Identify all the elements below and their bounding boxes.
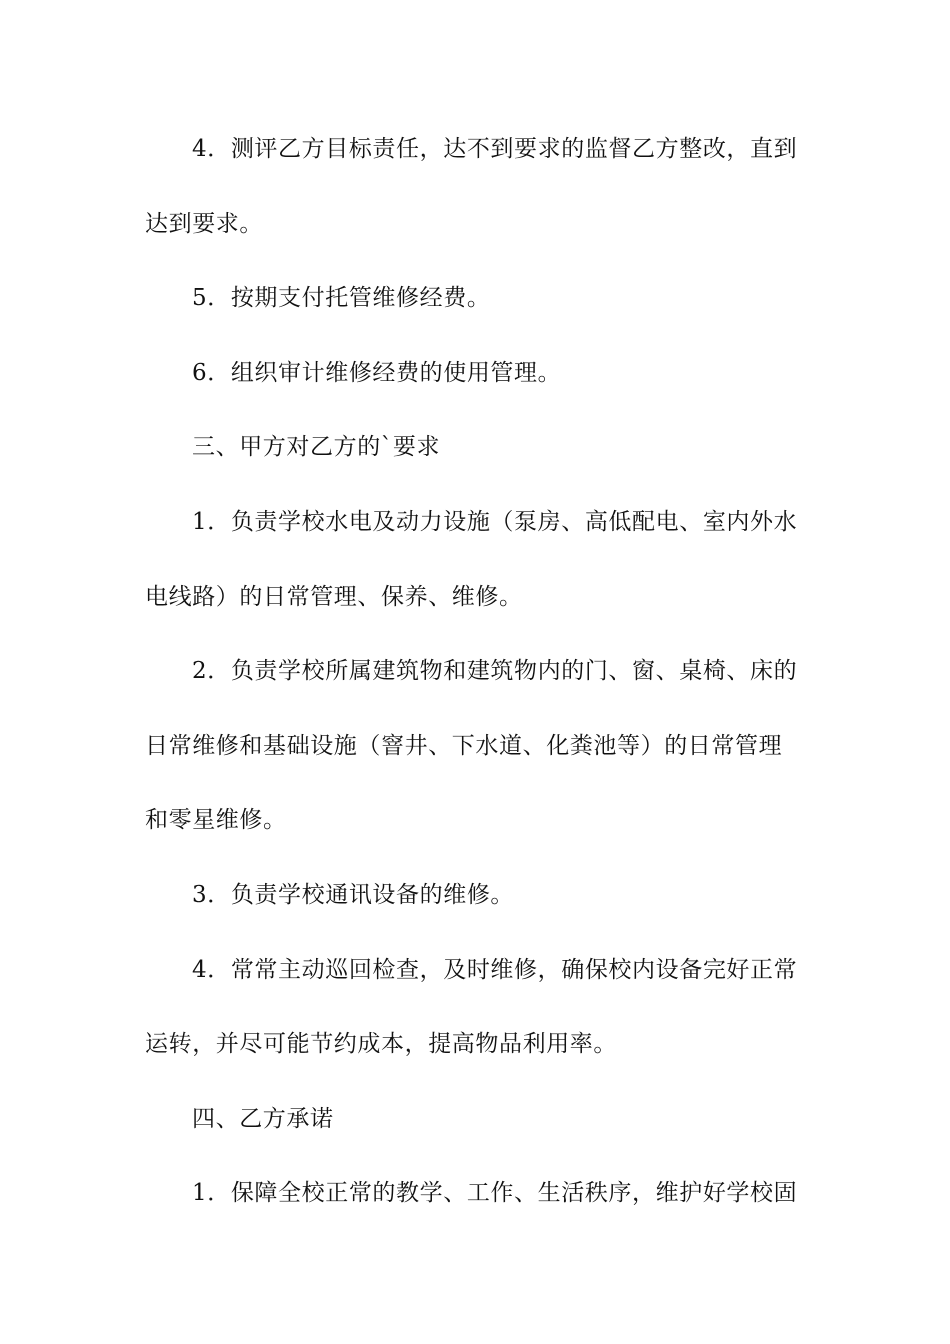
paragraph-line: 和零星维修。 [145,807,287,834]
section-heading: 四、乙方承诺 [192,1105,334,1132]
paragraph-line: 1．保障全校正常的教学、工作、生活秩序，维护好学校固 [192,1180,798,1207]
document-body [145,131,813,1250]
paragraph-line: 3．负责学校通讯设备的维修。 [192,881,515,908]
paragraph-line: 2．负责学校所属建筑物和建筑物内的门、窗、桌椅、床的 [192,658,798,685]
paragraph-line: 运转，并尽可能节约成本，提高物品利用率。 [145,1031,617,1058]
paragraph-line: 电线路）的日常管理、保养、维修。 [145,583,523,610]
paragraph-line: 5．按期支付托管维修经费。 [192,285,491,312]
paragraph-line: 日常维修和基础设施（窨井、下水道、化粪池等）的日常管理 [145,732,783,759]
paragraph-line: 达到要求。 [145,210,263,237]
paragraph-line: 6．组织审计维修经费的使用管理。 [192,359,562,386]
section-heading: 三、甲方对乙方的`要求 [192,434,441,461]
paragraph-line: 4．测评乙方目标责任，达不到要求的监督乙方整改，直到 [192,136,798,162]
paragraph-line: 1．负责学校水电及动力设施（泵房、高低配电、室内外水 [192,508,798,535]
paragraph-line: 4．常常主动巡回检查，及时维修，确保校内设备完好正常 [192,956,798,983]
